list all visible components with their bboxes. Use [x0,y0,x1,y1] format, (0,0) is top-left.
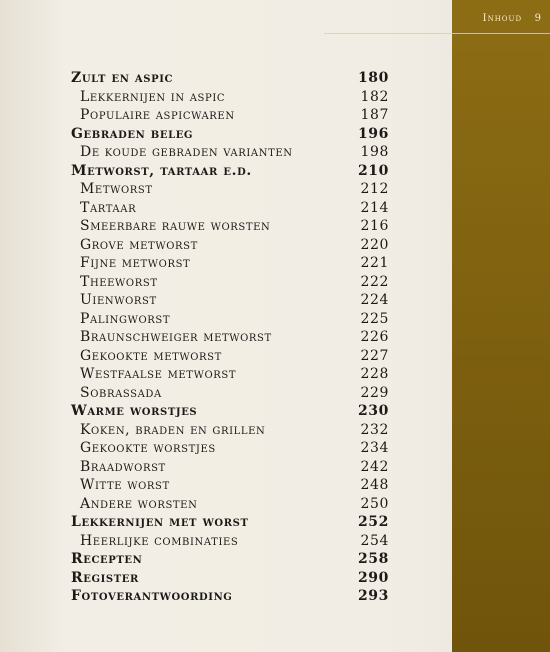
toc-page-number: 210 [357,162,389,179]
toc-page-number: 258 [357,551,389,567]
toc-title: Fotoverantwoording [71,588,233,604]
toc-title: Braunschweiger metworst [80,329,272,345]
toc-title: Sobrassada [80,384,162,401]
toc-page-number: 182 [360,88,389,105]
toc-page-number: 220 [360,236,389,253]
header-page-number: 9 [534,13,542,24]
running-header [470,13,542,24]
toc-page-number: 293 [357,588,389,604]
toc-entry-row [0,143,452,162]
toc-chapter-row [0,569,452,588]
toc-title: Metworst, tartaar e.d. [71,162,252,179]
toc-title: Theeworst [80,273,158,290]
toc-entry-row [0,532,452,551]
toc-chapter-row [0,513,452,532]
toc-title: Uienworst [80,292,157,308]
toc-entry-row [0,495,452,514]
toc-page-number: 232 [360,421,389,438]
toc-entry-row [0,439,452,458]
toc-title: Tartaar [80,199,137,216]
toc-chapter-row [0,69,452,88]
toc-page-number: 230 [357,403,389,419]
toc-title: Lekkernijen in aspic [80,88,226,105]
toc-page-number: 227 [360,347,389,364]
toc-title: Gekookte worstjes [80,440,216,456]
toc-entry-row [0,254,452,273]
table-of-contents [0,69,452,606]
toc-title: Heerlijke combinaties [80,532,239,549]
toc-page-number: 224 [360,292,389,308]
toc-title: Zult en aspic [71,70,174,86]
toc-chapter-row [0,402,452,421]
toc-title: Palingworst [80,310,171,327]
toc-page-number: 252 [357,514,389,530]
toc-title: Recepten [71,551,143,567]
toc-page-number: 198 [360,144,389,160]
toc-title: Andere worsten [80,495,198,512]
toc-chapter-row [0,162,452,181]
toc-page-number: 242 [360,458,389,475]
toc-chapter-row [0,587,452,606]
toc-entry-row [0,310,452,329]
toc-page-number: 228 [360,366,389,382]
toc-entry-row [0,291,452,310]
toc-title: Register [71,569,139,586]
toc-title: Braadworst [80,458,166,475]
toc-entry-row [0,106,452,125]
toc-entry-row [0,458,452,477]
toc-entry-row [0,365,452,384]
toc-page-number: 290 [357,569,389,586]
toc-title: Populaire aspicwaren [80,107,235,123]
toc-page-number: 229 [360,384,389,401]
toc-entry-row [0,273,452,292]
toc-title: Fijne metworst [80,255,191,271]
toc-page-number: 180 [357,70,389,86]
toc-page-number: 214 [360,199,389,216]
toc-page-number: 225 [360,310,389,327]
toc-entry-row [0,476,452,495]
toc-page-number: 187 [360,107,389,123]
toc-page-number: 216 [360,218,389,234]
toc-title: Gebraden beleg [71,125,194,142]
toc-page-number: 222 [360,273,389,290]
header-rule [324,33,550,34]
toc-page-number: 248 [360,477,389,493]
toc-chapter-row [0,125,452,144]
toc-page-number: 226 [360,329,389,345]
toc-page-number: 221 [360,255,389,271]
toc-page-number: 250 [360,495,389,512]
toc-chapter-row [0,550,452,569]
toc-title: Gekookte metworst [80,347,222,364]
toc-title: Grove metworst [80,236,198,253]
toc-page-number: 196 [357,125,389,142]
toc-title: Warme worstjes [71,403,198,419]
section-label: Inhoud [482,13,523,24]
toc-title: De koude gebraden varianten [80,144,293,160]
toc-entry-row [0,421,452,440]
toc-title: Smeerbare rauwe worsten [80,218,271,234]
toc-entry-row [0,180,452,199]
toc-entry-row [0,347,452,366]
toc-page-number: 234 [360,440,389,456]
toc-title: Metworst [80,181,153,197]
toc-entry-row [0,217,452,236]
toc-page-number: 254 [360,532,389,549]
toc-title: Lekkernijen met worst [71,514,249,530]
toc-entry-row [0,328,452,347]
toc-title: Koken, braden en grillen [80,421,266,438]
toc-page-number: 212 [360,181,389,197]
toc-entry-row [0,88,452,107]
toc-entry-row [0,384,452,403]
toc-entry-row [0,236,452,255]
toc-title: Witte worst [80,477,170,493]
toc-entry-row [0,199,452,218]
gold-side-band [452,0,550,652]
toc-title: Westfaalse metworst [80,366,237,382]
